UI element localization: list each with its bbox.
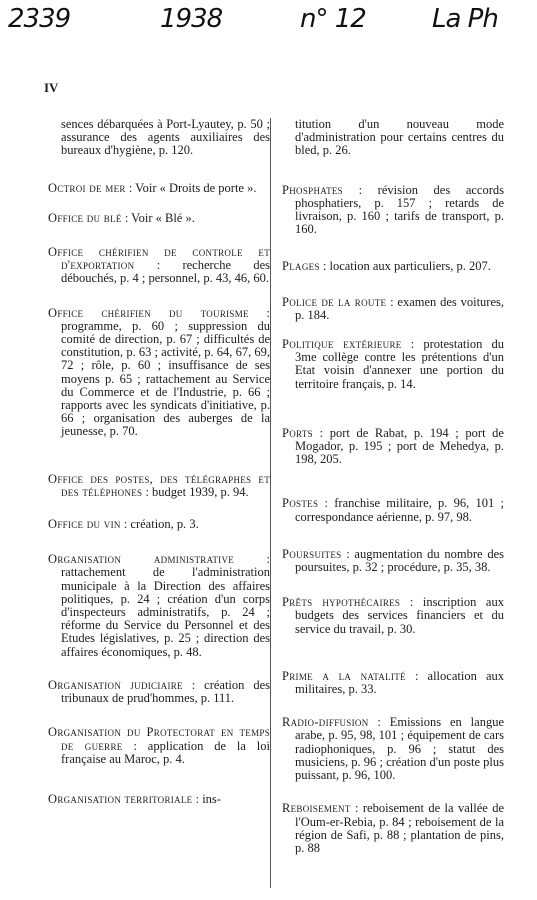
index-entry-heading: Office du vin (48, 517, 121, 532)
index-entry (282, 184, 504, 237)
index-entry-text: : augmentation du nombre des poursuites, p. 32 ; procédure, p. 35, 38. (295, 546, 504, 575)
index-entry (282, 118, 504, 158)
index-entry-heading: Organisation territoriale (48, 791, 193, 806)
index-entry-heading: Prêts hypothécaires (282, 595, 401, 610)
index-entry-text: : programme, p. 60 ; suppression du comité de direction, p. 67 ; difficultés de constitution, p. 63 ; activité, p. 64, 67, 69, 72 ; rôle, p. 60 ; insuffisance de ses moyens p. 65 ; rattachement au Service du Commerce et de l'Industrie, p. 66 ; rapports avec les syndicats d'initiative, p. 66 ; organisation des auberges de la jeunesse, p. 70. (61, 305, 270, 439)
index-entry-text: : reboisement de la vallée de l'Oum-er-Rebia, p. 84 ; reboisement de la région de Safi, p. 88 ; plantation de pins, p. 88 (295, 801, 504, 855)
page-number: IV (44, 80, 59, 95)
index-entry (282, 497, 504, 523)
index-entry-heading: Ports (282, 425, 313, 440)
index-entry (48, 726, 270, 766)
index-entry (282, 338, 504, 391)
index-entry-text: : Voir « Droits de porte ». (125, 180, 257, 195)
index-entry-heading: Organisation judiciaire (48, 677, 183, 692)
column-divider (270, 118, 271, 888)
index-entry (282, 260, 504, 273)
index-entry-text: : port de Rabat, p. 194 ; port de Mogador, p. 195 ; port de Mehedya, p. 198, 205. (295, 425, 504, 467)
index-entry-text: : Emissions en langue arabe, p. 95, 98, 101 ; équipement de cars radiophoniques, p. 96 ; statut des musiciens, p. 96 ; création d'un poste plus puissant, p. 96, 100. (295, 715, 504, 783)
index-entry-text: titution d'un nouveau mode d'administration pour certains centres du bled, p. 26. (295, 117, 504, 158)
index-entry-text: : application de la loi française au Maroc, p. 4. (61, 738, 270, 766)
index-entry-text: sences débarquées à Port-Lyautey, p. 50 ; assurance des agents auxiliaires des bureaux d'hygiène, p. 120. (61, 117, 270, 158)
index-entry (48, 182, 270, 195)
index-entry-heading: Postes (282, 496, 319, 511)
index-entry (48, 307, 270, 439)
index-entry-heading: Poursuites (282, 546, 342, 561)
index-entry-text: : Voir « Blé ». (121, 210, 195, 225)
index-entry-text: : allocation aux militaires, p. 33. (295, 668, 505, 697)
index-entry-text: : création des tribunaux de prud'hommes, p. 111. (61, 677, 270, 706)
index-entry (48, 118, 270, 158)
index-entry-text: : création, p. 3. (120, 517, 199, 532)
index-entry-heading: Prime a la natalité (282, 668, 406, 683)
index-entry (282, 296, 504, 322)
handwritten-note: La Ph (432, 4, 498, 34)
index-entry-heading: Octroi de mer (48, 180, 126, 195)
index-entry-heading: Police de la route (282, 294, 387, 309)
index-entry-heading: Organisation administrative (48, 552, 235, 567)
handwritten-number: 2339 (8, 4, 71, 34)
index-entry-text: : location aux particuliers, p. 207. (319, 259, 491, 274)
index-column-right (282, 118, 504, 855)
index-entry-text: : révision des accords phosphatiers, p. 157 ; retards de livraison, p. 160 ; tarifs de transport, p. 160. (295, 182, 504, 237)
index-entry-text: : rattachement de l'administration municipale à la Direction des affaires politiques, p. 24 ; création d'un corps d'inspecteurs administratifs, p. 24 ; réforme du Service du Personnel et des Etudes législatives, p. 25 ; direction des affaires économiques, p. 48. (61, 552, 270, 659)
index-entry-text: : franchise militaire, p. 96, 101 ; correspondance aérienne, p. 97, 98. (295, 496, 504, 524)
index-entry-heading: Organisation du Protectorat en temps de guerre (48, 725, 270, 753)
index-entry-heading: Reboisement (282, 801, 351, 816)
index-column-left (48, 118, 270, 806)
index-entry-text: : protestation du 3me collège contre les prétentions d'un Etat voisin d'annexer une portion du territoire français, p. 14. (295, 337, 504, 391)
index-entry-text: : examen des voitures, p. 184. (295, 294, 504, 322)
index-entry (282, 802, 504, 855)
index-entry-heading: Plages (282, 259, 320, 274)
index-entry-heading: Office chérifien du tourisme (48, 305, 249, 320)
index-entry (48, 518, 270, 531)
index-entry-heading: Radio-diffusion (282, 715, 369, 730)
index-entry (282, 427, 504, 467)
index-entry-heading: Phosphates (282, 182, 343, 197)
index-entry (48, 473, 270, 499)
handwritten-year: 1938 (160, 4, 223, 34)
index-entry (48, 553, 270, 659)
index-entry (282, 596, 504, 636)
index-entry-heading: Office du blé (48, 210, 122, 225)
index-entry-text: : recherche des débouchés, p. 4 ; personnel, p. 43, 46, 60. (61, 258, 270, 286)
index-entry (282, 716, 504, 782)
index-entry (282, 670, 504, 696)
index-entry (48, 212, 270, 225)
handwritten-issue: n° 12 (300, 4, 366, 34)
index-entry (282, 548, 504, 574)
index-entry-text: : budget 1939, p. 94. (142, 484, 249, 499)
index-entry-text: : inscription aux budgets des services financiers et du service du travail, p. 30. (295, 595, 504, 636)
index-entry (48, 246, 270, 286)
index-entry (48, 793, 270, 806)
index-entry-text: : ins- (192, 791, 221, 806)
index-entry (48, 679, 270, 705)
index-entry-heading: Office chérifien de controle et d'exportation (48, 245, 270, 273)
index-entry-heading: Office des postes, des télégraphes et des téléphones (48, 471, 270, 499)
index-entry-heading: Politique extérieure (282, 337, 402, 352)
